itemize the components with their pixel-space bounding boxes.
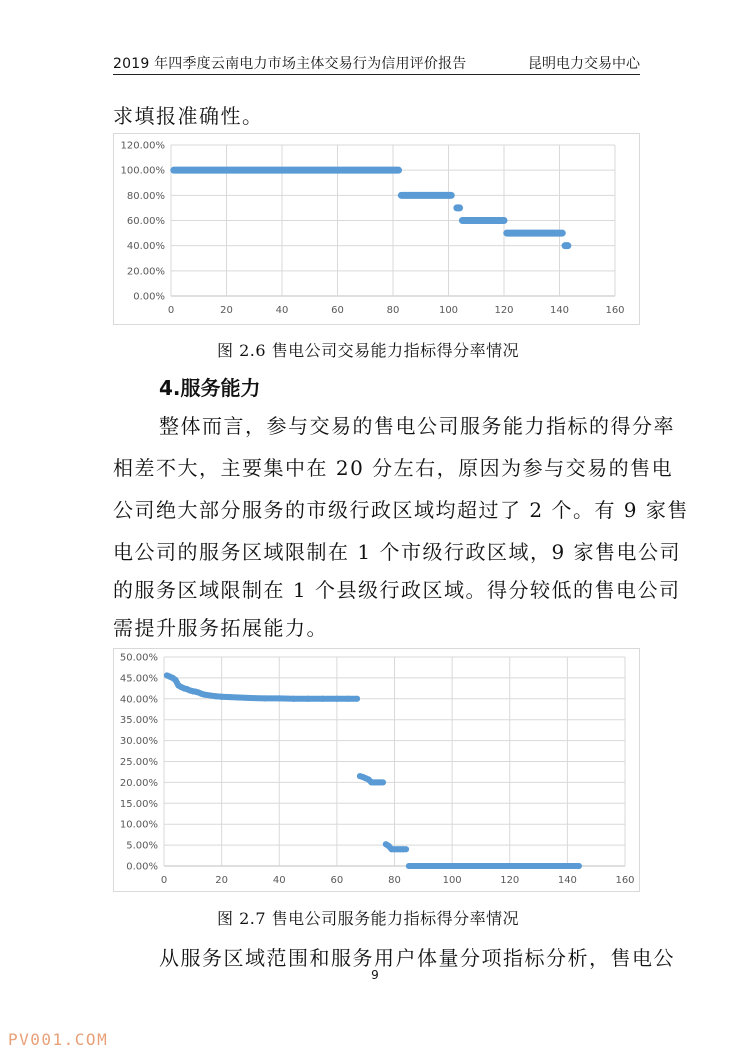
data-point: [521, 863, 527, 869]
y-tick-label: 50.00%: [119, 652, 158, 664]
text-continuation-top: 求填报准确性。: [113, 104, 264, 128]
y-tick-label: 20.00%: [126, 266, 165, 278]
data-point: [305, 696, 311, 702]
x-tick-label: 160: [605, 305, 625, 316]
y-tick-label: 30.00%: [119, 736, 158, 748]
y-tick-label: 0.00%: [133, 291, 165, 303]
x-tick-label: 20: [215, 875, 228, 886]
paragraph-line-3: 公司绝大部分服务的市级行政区域均超过了 2 个。有 9 家售: [113, 498, 689, 522]
x-tick-label: 40: [272, 875, 286, 886]
paragraph-line-1: 整体而言，参与交易的售电公司服务能力指标的得分率: [159, 414, 675, 438]
x-tick-label: 40: [275, 305, 289, 316]
data-point: [403, 846, 409, 852]
page-header: [113, 50, 640, 75]
watermark-text: PV001.COM: [8, 1030, 109, 1049]
y-tick-label: 120.00%: [120, 140, 165, 152]
x-tick-label: 160: [615, 875, 635, 886]
data-point: [276, 695, 282, 701]
y-tick-label: 60.00%: [126, 216, 165, 227]
data-point: [345, 696, 351, 702]
y-tick-label: 5.00%: [126, 840, 158, 852]
x-tick-label: 60: [331, 305, 344, 316]
data-point: [207, 692, 213, 698]
data-point: [201, 692, 207, 698]
data-point: [227, 694, 233, 700]
data-point: [173, 677, 179, 683]
figure-2-6-caption: 图 2.6 售电公司交易能力指标得分率情况: [217, 341, 520, 360]
figure-2-7-caption: 图 2.7 售电公司服务能力指标得分率情况: [217, 909, 520, 928]
x-tick-label: 140: [557, 875, 577, 886]
data-point: [219, 694, 225, 700]
data-point: [262, 695, 268, 701]
header-report-title: 2019 年四季度云南电力市场主体交易行为信用评价报告: [113, 56, 467, 72]
y-tick-label: 35.00%: [119, 715, 158, 727]
y-tick-label: 45.00%: [119, 673, 158, 685]
data-point: [435, 863, 441, 869]
y-tick-label: 40.00%: [119, 694, 158, 706]
chart-frame: [114, 649, 640, 892]
paragraph-line-6: 需提升服务拓展能力。: [113, 616, 328, 640]
data-point: [576, 863, 582, 869]
data-point: [354, 696, 360, 702]
x-tick-label: 100: [442, 875, 462, 886]
x-tick-label: 0: [167, 305, 175, 316]
trading-ability-chart: [113, 133, 640, 325]
y-tick-label: 25.00%: [119, 757, 158, 768]
text-continuation-bottom: 从服务区域范围和服务用户体量分项指标分析，售电公: [159, 946, 675, 970]
x-tick-label: 80: [386, 305, 400, 316]
x-tick-label: 60: [330, 875, 344, 886]
data-point: [291, 696, 297, 702]
header-organization: 昆明电力交易中心: [528, 56, 640, 72]
section-heading-service-ability: 4.服务能力: [159, 376, 261, 400]
y-tick-label: 80.00%: [126, 190, 165, 202]
data-point: [319, 696, 325, 702]
data-point: [334, 696, 340, 702]
paragraph-line-4: 电公司的服务区域限制在 1 个市级行政区域，9 家售电公司: [113, 540, 682, 564]
data-point: [247, 695, 253, 701]
paragraph-line-5: 的服务区域限制在 1 个县级行政区域。得分较低的售电公司: [113, 578, 681, 602]
x-tick-label: 80: [388, 875, 401, 886]
y-tick-label: 100.00%: [120, 165, 165, 177]
x-tick-label: 0: [160, 875, 168, 886]
y-tick-label: 0.00%: [126, 861, 158, 873]
data-point: [492, 863, 498, 869]
x-tick-label: 120: [494, 305, 514, 316]
y-tick-label: 40.00%: [126, 241, 165, 253]
page-number: 9: [371, 968, 379, 982]
x-tick-label: 100: [438, 305, 459, 316]
data-point: [464, 863, 470, 869]
y-tick-label: 20.00%: [119, 777, 158, 789]
data-point: [380, 779, 386, 785]
data-point: [236, 695, 242, 701]
x-tick-label: 20: [220, 305, 233, 316]
data-point: [406, 863, 412, 869]
data-point: [213, 693, 219, 699]
data-point: [550, 863, 556, 869]
y-tick-label: 15.00%: [119, 798, 158, 810]
y-tick-label: 10.00%: [119, 819, 158, 831]
x-tick-label: 120: [500, 875, 520, 886]
service-ability-chart: [113, 648, 640, 892]
x-tick-label: 140: [549, 305, 570, 316]
paragraph-line-2: 相差不大，主要集中在 20 分左右，原因为参与交易的售电: [113, 456, 674, 480]
